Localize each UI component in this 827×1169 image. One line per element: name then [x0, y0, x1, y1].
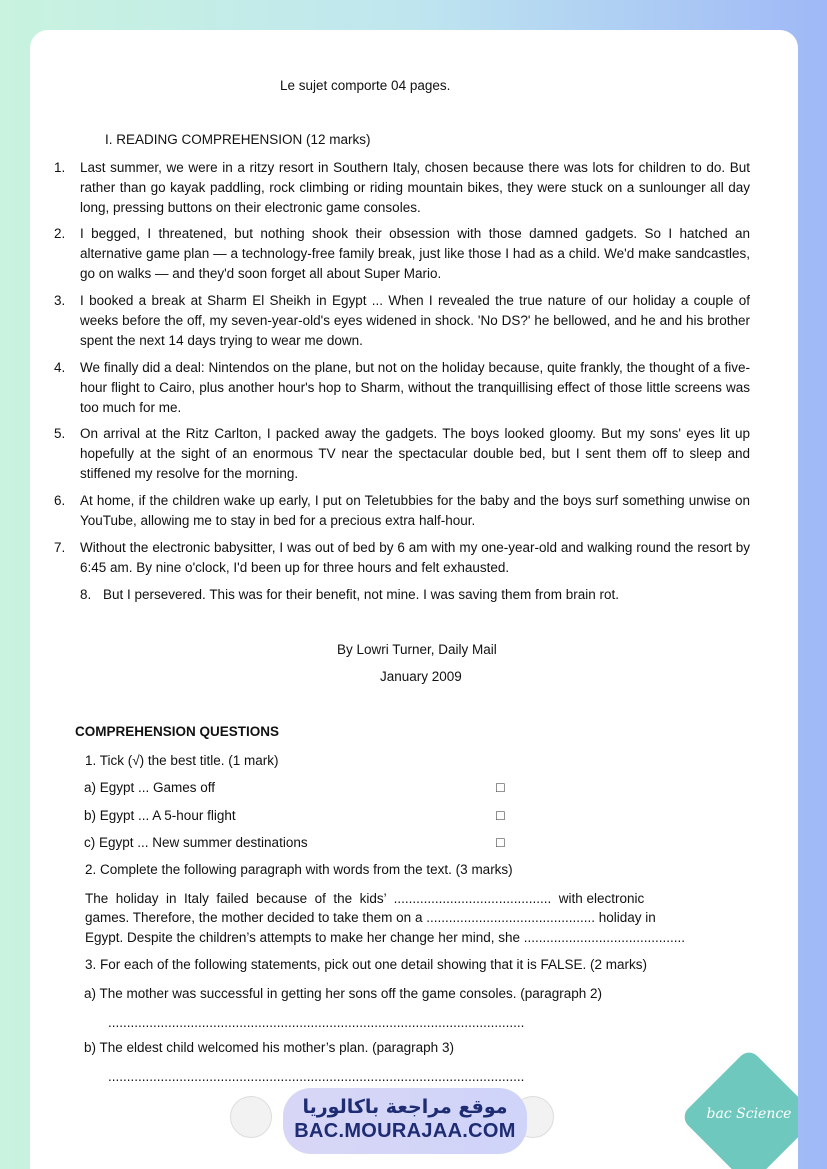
paragraph-text: Without the electronic babysitter, I was out of bed by 6 am with my one-year-old and walking round the resort by 6:45 am. By nine o'clock, I'd been up for three hours and felt exhausted. [80, 540, 750, 575]
checkbox[interactable]: ☐ [495, 781, 506, 795]
q2-line-3: Egypt. Despite the children’s attempts to make her change her mind, she ........................................... [85, 930, 686, 945]
paragraph-4 [54, 358, 750, 418]
q1-option-c: c) Egypt ... New summer destinations [84, 835, 308, 850]
paragraph-1 [54, 158, 750, 218]
q1-prompt: 1. Tick (√) the best title. (1 mark) [85, 753, 279, 768]
q1-option-b: b) Egypt ... A 5-hour flight [84, 808, 236, 823]
paragraph-3 [54, 291, 750, 351]
q2-line-1: The holiday in Italy failed because of the kids’ .......................................... with electronic [85, 891, 645, 906]
paragraph-text: Last summer, we were in a ritzy resort in Southern Italy, chosen because there was lots for children to do. But rather than go kayak paddling, rock climbing or riding mountain bikes, they were stuck on a sunlounger all day long, pressing buttons on their electronic game consoles. [80, 160, 750, 215]
exam-page [30, 30, 798, 1169]
questions-heading: COMPREHENSION QUESTIONS [75, 724, 280, 739]
paragraph-number: 5. [54, 426, 66, 441]
paragraph-number: 4. [54, 360, 66, 375]
paragraph-text: At home, if the children wake up early, I put on Teletubbies for the baby and the boys surf something unwise on YouTube, allowing me to stay in bed for a precious extra half-hour. [80, 493, 750, 528]
article-date: January 2009 [380, 669, 462, 684]
pages-note: Le sujet comporte 04 pages. [280, 78, 451, 93]
footer-site-arabic: موقع مراجعة باكالوريا [302, 1096, 508, 1118]
paragraph-7 [54, 538, 750, 578]
paragraph-text: But I persevered. This was for their benefit, not mine. I was saving them from brain rot. [103, 587, 619, 602]
q2-line-2: games. Therefore, the mother decided to take them on a ............................................. holiday in [85, 910, 656, 925]
paragraph-text: I booked a break at Sharm El Sheikh in Egypt ... When I revealed the true nature of our holiday a couple of weeks before the off, my seven-year-old's eyes widened in shock. 'No DS?' he bellowed, and he and his brother spent the next 14 days trying to wear me down. [80, 293, 750, 348]
footer-banner[interactable] [283, 1088, 527, 1154]
bac-science-label: bac Science [706, 1106, 792, 1122]
paragraph-5 [54, 424, 750, 484]
paragraph-number: 7. [54, 540, 66, 555]
answer-line: ............................................................................................................... [108, 1069, 525, 1084]
paragraph-text: On arrival at the Ritz Carlton, I packed away the gadgets. The boys looked gloomy. But my sons' eyes lit up hopefully at the sight of an enormous TV near the spectacular double bed, but I sent them off to sleep and stiffened my resolve for the morning. [80, 426, 750, 481]
paragraph-number: 8. [80, 587, 92, 602]
checkbox[interactable]: ☐ [495, 809, 506, 823]
paragraph-number: 6. [54, 493, 66, 508]
paragraph-number: 1. [54, 160, 66, 175]
checkbox[interactable]: ☐ [495, 836, 506, 850]
q1-option-a: a) Egypt ... Games off [84, 780, 216, 795]
answer-line: ............................................................................................................... [108, 1015, 525, 1030]
q3-statement-a: a) The mother was successful in getting her sons off the game consoles. (paragraph 2) [84, 986, 603, 1001]
paragraph-6 [54, 491, 750, 531]
q2-prompt: 2. Complete the following paragraph with words from the text. (3 marks) [85, 862, 513, 877]
reading-title: I. READING COMPREHENSION (12 marks) [105, 132, 371, 147]
paragraph-text: I begged, I threatened, but nothing shook their obsession with those damned gadgets. So I hatched an alternative game plan — a technology-free family break, just like those I had as a child. We'd make sandcastles, go on walks — and they'd soon forget all about Super Mario. [80, 226, 750, 281]
paragraph-text: We finally did a deal: Nintendos on the plane, but not on the holiday because, quite frankly, the thought of a five-hour flight to Cairo, plus another hour's hop to Sharm, without the tranquillising effect of those little screens was too much for me. [80, 360, 750, 415]
q3-prompt: 3. For each of the following statements, pick out one detail showing that it is FALSE. (2 marks) [85, 957, 648, 972]
paragraph-number: 2. [54, 226, 66, 241]
paragraph-2 [54, 224, 750, 284]
site-logo-left [230, 1096, 272, 1138]
paragraph-8 [80, 585, 773, 605]
q3-statement-b: b) The eldest child welcomed his mother’s plan. (paragraph 3) [84, 1040, 454, 1055]
paragraph-number: 3. [54, 293, 66, 308]
footer-site-url[interactable]: BAC.MOURAJAA.COM [294, 1120, 516, 1142]
byline: By Lowri Turner, Daily Mail [337, 642, 497, 657]
